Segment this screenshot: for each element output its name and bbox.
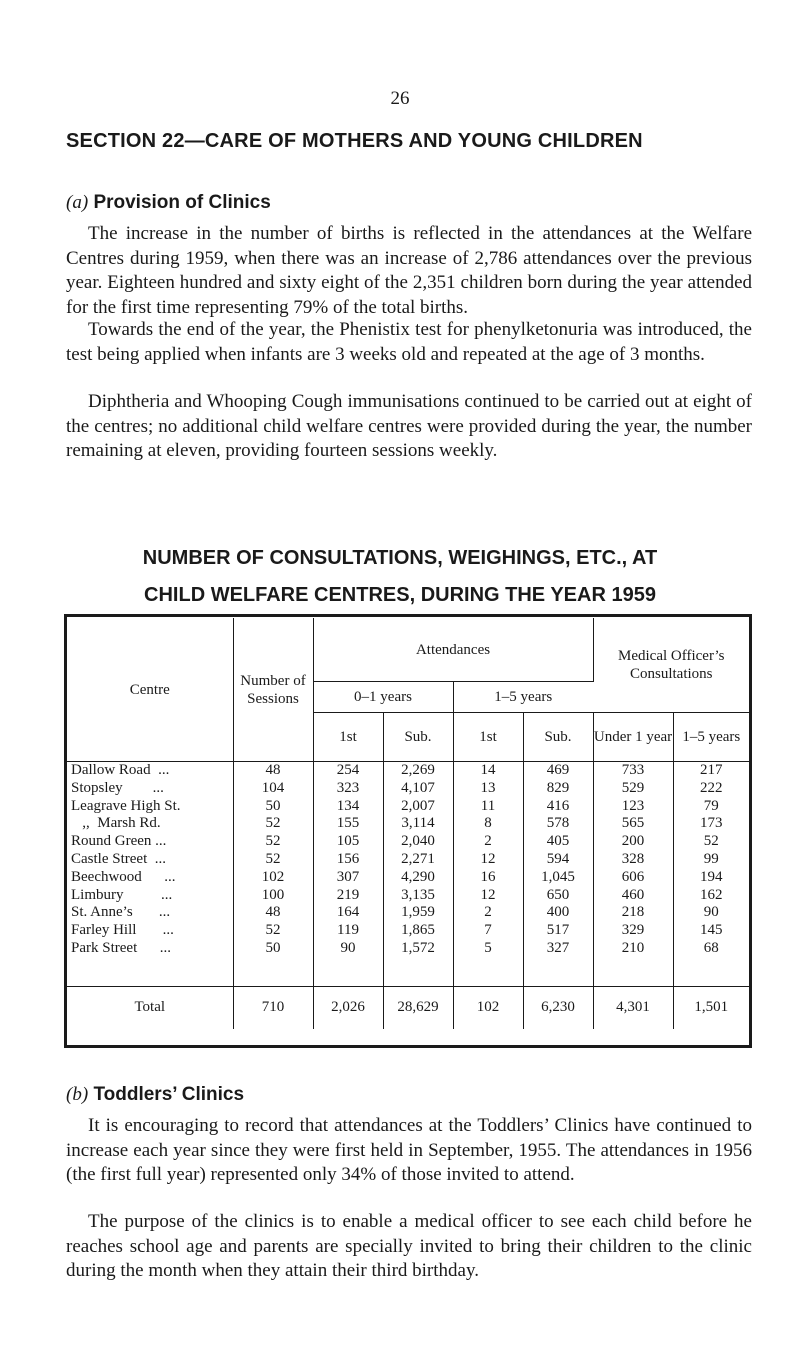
cell-sessions: 52: [233, 833, 313, 851]
paragraph-births: The increase in the number of births is reflected in the attendances at the Welfare Centres during 1959, when there was an increase of 2,786 attendances over the previous year. Eighteen hundred and sixty eight of the 2,351 children born during the year attended for the first time representing 79% of the total births.: [66, 223, 752, 318]
cell-1-5-sub: 327: [523, 940, 593, 958]
subsection-b-title: Toddlers’ Clinics: [93, 1084, 245, 1105]
table-row: [67, 904, 749, 922]
paragraph-immunisations: Diphtheria and Whooping Cough immunisations continued to be carried out at eight of the centres; no additional child welfare centres were provided during the year, the number remaining at eleven, providing fourteen sessions weekly.: [66, 391, 752, 461]
cell-0-1-sub: 2,007: [383, 798, 453, 816]
cell-1-5-years: 173: [700, 815, 723, 832]
cell-0-1-sub: 4,107: [383, 780, 453, 798]
cell-sessions: 52: [233, 922, 313, 940]
cell-0-1-sub: 2,269: [383, 762, 453, 780]
cell-centre: Castle Street ...: [67, 851, 233, 869]
cell-sessions: 102: [233, 869, 313, 887]
cell-centre: Stopsley ...: [67, 780, 233, 798]
cell-under-1: 565: [593, 815, 673, 833]
subsection-a-heading: [66, 192, 271, 214]
cell-0-1-sub: 3,135: [383, 887, 453, 905]
table-row: [67, 887, 749, 905]
cell-0-1-first: 119: [313, 922, 383, 940]
section-title: SECTION 22—CARE OF MOTHERS AND YOUNG CHILDREN: [66, 130, 643, 152]
header-1-5-first: 1st: [453, 713, 523, 762]
cell-0-1-sub: 4,290: [383, 869, 453, 887]
table-row: [67, 798, 749, 816]
header-under-1-year: Under 1 year: [593, 713, 673, 762]
cell-centre: Farley Hill ...: [67, 922, 233, 940]
cell-0-1-first: 307: [313, 869, 383, 887]
cell-sessions: 48: [233, 904, 313, 922]
cell-1-5-years: 79: [703, 797, 719, 814]
cell-under-1: 460: [593, 887, 673, 905]
total-0-1-sub: 28,629: [383, 986, 453, 1029]
cell-sessions: 50: [233, 798, 313, 816]
table-title: [0, 540, 800, 614]
header-age-0-1: 0–1 years: [313, 682, 453, 713]
table-row: [67, 762, 749, 780]
cell-1-5-sub: 650: [523, 887, 593, 905]
cell-1-5-years: 99: [703, 850, 719, 867]
cell-1-5-first: 13: [453, 780, 523, 798]
cell-centre: Beechwood ...: [67, 869, 233, 887]
cell-sessions: 104: [233, 780, 313, 798]
cell-0-1-first: 105: [313, 833, 383, 851]
cell-centre: Dallow Road ...: [67, 762, 233, 780]
cell-1-5-years: 162: [700, 886, 723, 903]
cell-centre: Round Green ...: [67, 833, 233, 851]
header-1-5-sub: Sub.: [523, 713, 593, 762]
paragraph-phenistix: Towards the end of the year, the Phenistix test for phenylketonuria was introduced, the test being applied when infants are 3 weeks old and repeated at the age of 3 months.: [66, 319, 752, 365]
cell-under-1: 200: [593, 833, 673, 851]
cell-0-1-first: 134: [313, 798, 383, 816]
cell-1-5-sub: 829: [523, 780, 593, 798]
table-row: [67, 833, 749, 851]
cell-under-1: 210: [593, 940, 673, 958]
cell-under-1: 733: [593, 762, 673, 780]
cell-0-1-first: 323: [313, 780, 383, 798]
cell-1-5-years: 194: [700, 868, 723, 885]
cell-centre: Leagrave High St.: [67, 798, 233, 816]
cell-0-1-sub: 1,959: [383, 904, 453, 922]
cell-0-1-sub: 1,572: [383, 940, 453, 958]
table-row: [67, 851, 749, 869]
total-0-1-first: 2,026: [313, 986, 383, 1029]
page-number: 26: [390, 88, 410, 109]
cell-centre: St. Anne’s ...: [67, 904, 233, 922]
total-sessions: 710: [233, 986, 313, 1029]
total-1-5-sub: 6,230: [523, 986, 593, 1029]
cell-1-5-sub: 594: [523, 851, 593, 869]
cell-centre: ,, Marsh Rd.: [67, 815, 233, 833]
cell-1-5-sub: 578: [523, 815, 593, 833]
header-attendances: Attendances: [313, 618, 593, 682]
cell-0-1-first: 90: [313, 940, 383, 958]
subsection-b-marker: (b): [66, 1084, 89, 1105]
cell-0-1-first: 219: [313, 887, 383, 905]
cell-1-5-first: 7: [453, 922, 523, 940]
cell-centre: Park Street ...: [67, 940, 233, 958]
cell-under-1: 123: [593, 798, 673, 816]
cell-1-5-first: 14: [453, 762, 523, 780]
header-centre: Centre: [67, 618, 233, 762]
cell-sessions: 52: [233, 815, 313, 833]
header-age-1-5: 1–5 years: [453, 682, 593, 713]
cell-1-5-sub: 1,045: [523, 869, 593, 887]
cell-under-1: 218: [593, 904, 673, 922]
total-row: [67, 986, 749, 1029]
paragraph-toddlers-attendance: It is encouraging to record that attendances at the Toddlers’ Clinics have continued to increase each year since they were first held in September, 1955. The attendances in 1956 (the first full year) represented only 34% of those invited to attend.: [66, 1115, 752, 1185]
table-bottom-spacer: [67, 958, 749, 987]
cell-sessions: 52: [233, 851, 313, 869]
header-sessions: Number of Sessions: [233, 618, 313, 762]
table-row: [67, 869, 749, 887]
paragraph-toddlers-purpose: The purpose of the clinics is to enable a medical officer to see each child before he reaches school age and parents are specially invited to bring their children to the clinic during the month when they attain their third birthday.: [66, 1211, 752, 1281]
cell-1-5-first: 16: [453, 869, 523, 887]
cell-1-5-first: 12: [453, 851, 523, 869]
total-1-5-years: 1,501: [673, 986, 749, 1029]
cell-1-5-sub: 405: [523, 833, 593, 851]
cell-1-5-years: 145: [700, 922, 723, 939]
cell-sessions: 100: [233, 887, 313, 905]
cell-1-5-first: 8: [453, 815, 523, 833]
cell-0-1-sub: 2,040: [383, 833, 453, 851]
cell-1-5-first: 2: [453, 833, 523, 851]
table-row: [67, 815, 749, 833]
table-title-line2: CHILD WELFARE CENTRES, DURING THE YEAR 1959: [144, 584, 656, 606]
cell-1-5-sub: 517: [523, 922, 593, 940]
cell-0-1-first: 254: [313, 762, 383, 780]
cell-0-1-first: 155: [313, 815, 383, 833]
consultations-table: [67, 618, 749, 1029]
cell-sessions: 48: [233, 762, 313, 780]
cell-under-1: 529: [593, 780, 673, 798]
header-0-1-sub: Sub.: [383, 713, 453, 762]
header-1-5-years: 1–5 years: [673, 713, 749, 762]
table-title-line1: NUMBER OF CONSULTATIONS, WEIGHINGS, ETC., AT: [142, 547, 658, 569]
header-0-1-first: 1st: [313, 713, 383, 762]
total-label: Total: [67, 986, 233, 1029]
cell-0-1-sub: 2,271: [383, 851, 453, 869]
cell-1-5-first: 5: [453, 940, 523, 958]
cell-under-1: 329: [593, 922, 673, 940]
total-1-5-first: 102: [453, 986, 523, 1029]
total-under-1: 4,301: [593, 986, 673, 1029]
cell-1-5-sub: 400: [523, 904, 593, 922]
cell-0-1-first: 156: [313, 851, 383, 869]
cell-1-5-years: 90: [703, 904, 719, 921]
cell-1-5-first: 2: [453, 904, 523, 922]
table-row: [67, 940, 749, 958]
subsection-b-heading: [66, 1084, 244, 1106]
cell-0-1-first: 164: [313, 904, 383, 922]
cell-sessions: 50: [233, 940, 313, 958]
cell-1-5-years: 68: [703, 939, 719, 956]
cell-1-5-years: 222: [700, 779, 723, 796]
subsection-a-title: Provision of Clinics: [93, 192, 271, 213]
cell-under-1: 606: [593, 869, 673, 887]
cell-1-5-years: 52: [703, 833, 719, 850]
cell-1-5-sub: 416: [523, 798, 593, 816]
header-medical-consultations: Medical Officer’s Consultations: [618, 648, 725, 682]
cell-1-5-first: 11: [453, 798, 523, 816]
table-row: [67, 780, 749, 798]
subsection-a-marker: (a): [66, 192, 89, 213]
cell-1-5-sub: 469: [523, 762, 593, 780]
table-row: [67, 922, 749, 940]
cell-0-1-sub: 1,865: [383, 922, 453, 940]
cell-0-1-sub: 3,114: [383, 815, 453, 833]
cell-under-1: 328: [593, 851, 673, 869]
cell-1-5-first: 12: [453, 887, 523, 905]
cell-1-5-years: 217: [700, 762, 723, 778]
cell-centre: Limbury ...: [67, 887, 233, 905]
